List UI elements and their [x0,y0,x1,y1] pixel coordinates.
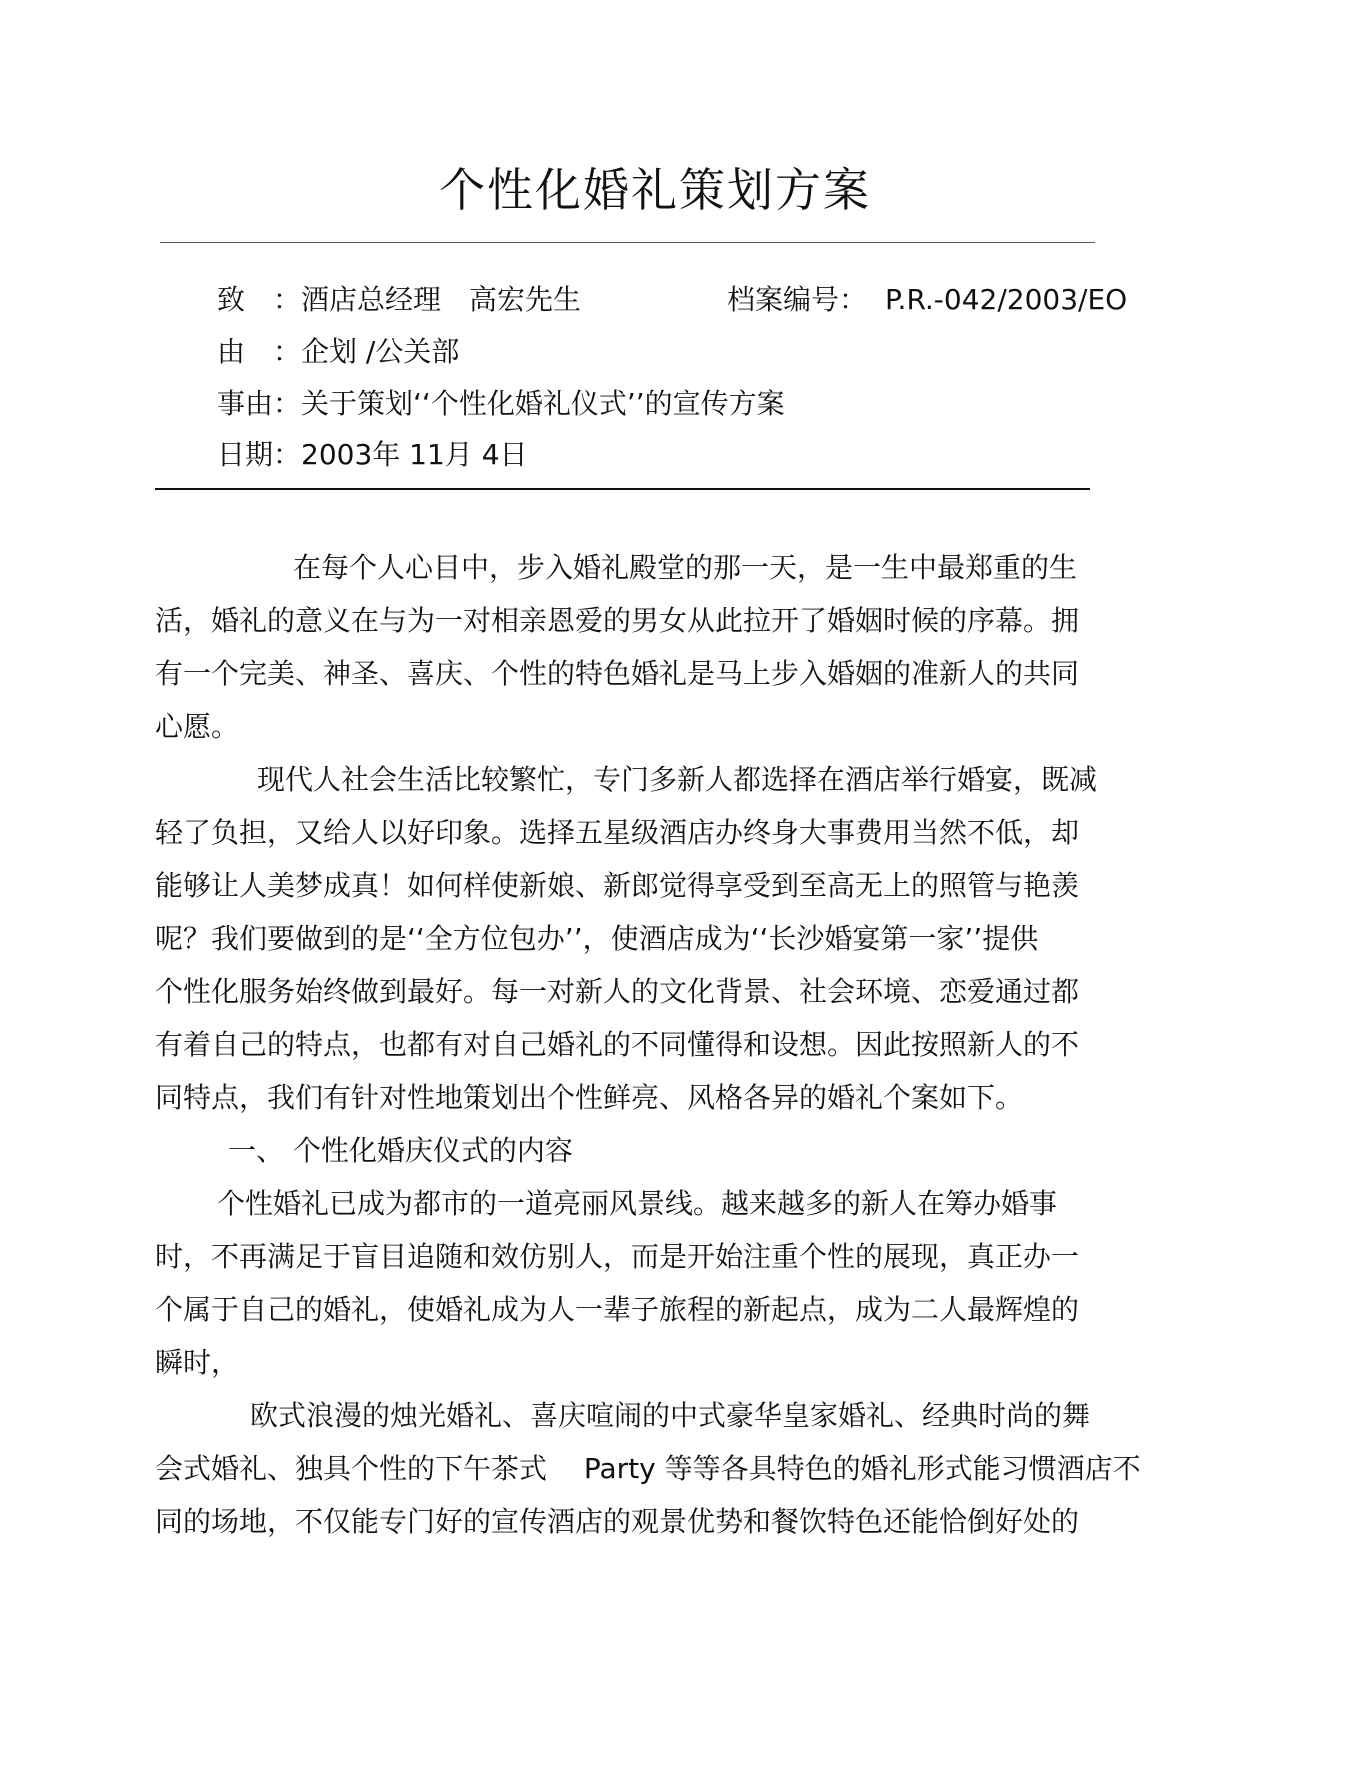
body-line: 会式婚礼、独具个性的下午茶式 Party 等等各具特色的婚礼形式能习惯酒店不 [155,1452,1141,1485]
body-line: 在每个人心目中，步入婚礼殿堂的那一天，是一生中最郑重的生 [293,551,1078,584]
body-line: 个性婚礼已成为都市的一道亮丽风景线。越来越多的新人在筹办婚事 [217,1187,1058,1220]
memo-date-value: 2003年 11月 4日 [301,438,528,471]
body-line: 呢？我们要做到的是‘‘全方位包办’’，使酒店成为‘‘长沙婚宴第一家’’提供 [155,922,1039,955]
memo-subject-label: 事由： [217,387,302,420]
memo-to-value: 酒店总经理 高宏先生 [301,283,582,316]
body-line: 个性化服务始终做到最好。每一对新人的文化背景、社会环境、恋爱通过都 [155,975,1080,1008]
body-line: 有着自己的特点，也都有对自己婚礼的不同懂得和设想。因此按照新人的不 [155,1028,1080,1061]
memo-from-label: 由 ： [217,335,302,368]
memo-ref-label: 档案编号： [727,283,868,316]
header-divider [155,488,1090,490]
body-line: 同特点，我们有针对性地策划出个性鲜亮、风格各异的婚礼个案如下。 [155,1081,1024,1114]
memo-ref-value: P.R.-042/2003/EO [885,283,1128,316]
body-line: 轻了负担，又给人以好印象。选择五星级酒店办终身大事费用当然不低，却 [155,816,1080,849]
memo-to-label: 致 ： [217,283,302,316]
title-divider [160,242,1095,243]
section-heading: 一、 个性化婚庆仪式的内容 [228,1134,573,1167]
body-line: 同的场地，不仅能专门好的宣传酒店的观景优势和餐饮特色还能恰倒好处的 [155,1505,1080,1538]
body-line: 心愿。 [155,710,240,743]
body-line: 个属于自己的婚礼，使婚礼成为人一辈子旅程的新起点，成为二人最辉煌的 [155,1293,1080,1326]
body-line: 有一个完美、神圣、喜庆、个性的特色婚礼是马上步入婚姻的准新人的共同 [155,657,1080,690]
body-line: 能够让人美梦成真！如何样使新娘、新郎觉得享受到至高无上的照管与艳羡 [155,869,1080,902]
memo-subject-value: 关于策划‘‘个性化婚礼仪式’’的宣传方案 [301,387,785,420]
memo-ref [727,280,1127,320]
body-line: 活，婚礼的意义在与为一对相亲恩爱的男女从此拉开了婚姻时候的序幕。拥 [155,604,1080,637]
memo-subject [217,384,785,424]
memo-date [217,435,528,475]
body-line: 欧式浪漫的烛光婚礼、喜庆喧闹的中式豪华皇家婚礼、经典时尚的舞 [250,1399,1091,1432]
body-line: 现代人社会生活比较繁忙，专门多新人都选择在酒店举行婚宴，既减 [257,763,1098,796]
memo-to [217,280,581,320]
body-line: 时，不再满足于盲目追随和效仿别人，而是开始注重个性的展现，真正办一 [155,1240,1080,1273]
memo-from-value: 企划 /公关部 [301,335,460,368]
memo-from [217,332,459,372]
body-line: 瞬时， [155,1346,240,1379]
memo-date-label: 日期： [217,438,302,471]
document-title: 个性化婚礼策划方案 [439,163,871,217]
